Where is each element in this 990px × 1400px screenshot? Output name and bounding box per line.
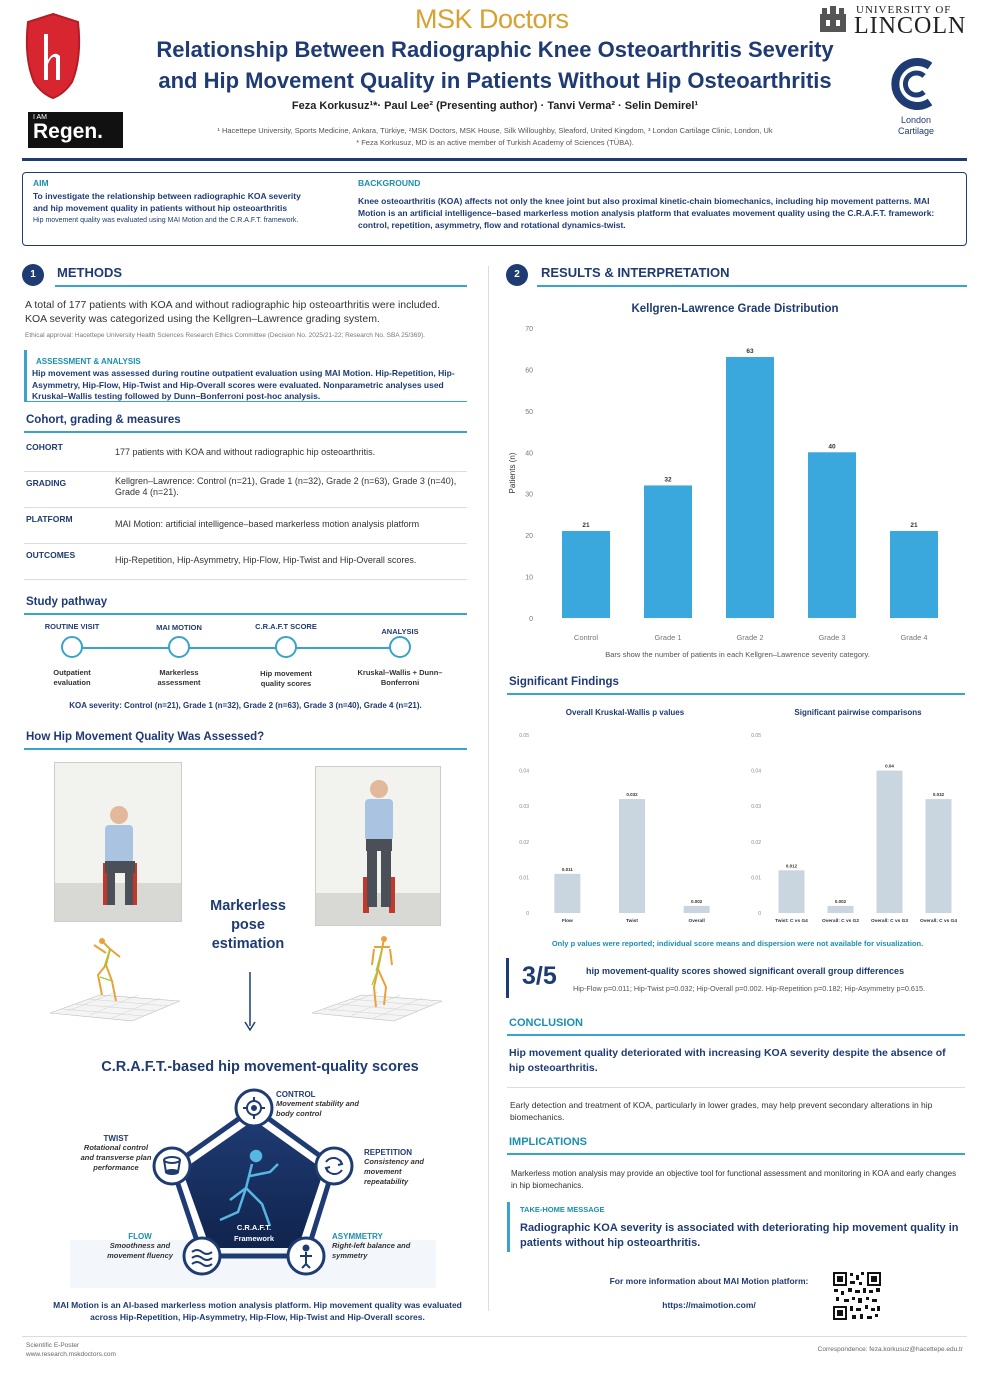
row-label: PLATFORM (26, 514, 73, 524)
how-heading: How Hip Movement Quality Was Assessed? (26, 731, 265, 743)
info-url[interactable]: https://maimotion.com/ (662, 1300, 756, 1310)
background-heading: BACKGROUND (358, 178, 421, 188)
y-tick-label: 0.02 (519, 839, 529, 846)
stat-bar (506, 958, 509, 998)
craft-center-line-1: C.R.A.F.T. (236, 1223, 272, 1232)
assessment-heading: ASSESSMENT & ANALYSIS (36, 357, 141, 366)
bar (890, 531, 938, 618)
y-tick-label: 20 (525, 533, 533, 541)
x-tick-label: Overall (688, 919, 705, 924)
methods-intro: A total of 177 patients with KOA and without radiographic hip osteoarthritis were included. KOA severity was categorized using the Kellgren–Lawrence grading system. (25, 299, 440, 325)
x-tick-label: Twist (626, 919, 638, 924)
conclusion-sub: Early detection and treatment of KOA, particularly in lower grades, may help prevent secondary alterations in hip biomechanics. (510, 1100, 933, 1122)
craft-item-title: TWIST (103, 1134, 129, 1143)
craft-item-title: CONTROL (276, 1090, 316, 1099)
footer-left-2: www.research.mskdoctors.com (26, 1351, 116, 1358)
y-tick-label: 40 (525, 450, 533, 458)
severity-line: KOA severity: Control (n=21), Grade 1 (n=32), Grade 2 (n=63), Grade 3 (n=40), Grade 4 (n=21). (69, 701, 422, 710)
footer-divider (22, 1336, 967, 1337)
row-label: GRADING (26, 478, 67, 488)
footnote: * Feza Korkusuz, MD is an active member of Turkish Academy of Sciences (TÜBA). (356, 138, 634, 147)
sig-rule (507, 693, 965, 695)
footer-right: Correspondence: feza.korkusuz@hacettepe.edu.tr (817, 1346, 963, 1353)
big-stat: 3/5 (522, 962, 557, 990)
x-tick-label: Twist: C vs G4 (775, 919, 808, 924)
implications-text: Markerless motion analysis may provide an objective tool for functional assessment and monitoring in KOA and early changes in hip biomechanics. (511, 1169, 957, 1190)
data-label: 0.04 (885, 763, 894, 769)
pathway-step-top: C.R.A.F.T SCORE (255, 622, 317, 631)
data-label: 0.012 (785, 863, 798, 869)
pathway-step-top: ANALYSIS (381, 627, 419, 636)
how-rule (24, 748, 467, 750)
y-tick-label: 0.04 (519, 768, 529, 775)
craft-control (276, 1090, 366, 1119)
x-tick-label: Grade 2 (736, 633, 764, 642)
info-text: For more information about MAI Motion platform: (609, 1276, 809, 1286)
pathway-step (352, 618, 448, 688)
kl-chart-caption: Bars show the number of patients in each Kellgren–Lawrence severity category. (605, 650, 870, 659)
row-label: OUTCOMES (26, 550, 76, 560)
university-top: UNIVERSITY OF (856, 4, 952, 16)
london-cartilage-logo (885, 58, 947, 136)
x-tick-label: Control (573, 633, 599, 642)
row-text: Hip-Repetition, Hip-Asymmetry, Hip-Flow, Hip-Twist and Hip-Overall scores. (115, 555, 417, 565)
university-bottom: LINCOLN (854, 13, 967, 39)
pathway-dot (389, 636, 411, 658)
ethics-note: Ethical approval: Hacettepe University Health Sciences Research Ethics Committee (Decision No. 2025/21-22; Research No. SBA 25/369). (25, 332, 425, 339)
pathway-step (24, 618, 120, 688)
kl-chart-title: Kellgren-Lawrence Grade Distribution (631, 303, 839, 315)
footer-left-1: Scientific E-Poster (26, 1342, 80, 1349)
data-label: 63 (746, 348, 754, 355)
row-text: 177 patients with KOA and without radiographic hip osteoarthritis. (115, 447, 376, 457)
y-tick-label: 0.05 (519, 733, 529, 739)
bar (877, 771, 903, 913)
pval-chart (505, 725, 735, 930)
study-pathway (24, 618, 467, 713)
craft-twist (78, 1134, 154, 1173)
y-tick-label: 0.03 (519, 804, 529, 811)
craft-item-desc: Consistency and movement repeatability (364, 1157, 425, 1186)
poster-title (100, 34, 890, 96)
title-line-1: Relationship Between Radiographic Knee Osteoarthritis Severity (156, 37, 834, 62)
data-label: 21 (582, 522, 590, 529)
kl-chart-svg (505, 320, 965, 650)
crest-icon (818, 6, 848, 34)
regen-logo (28, 112, 123, 148)
bar (562, 531, 610, 618)
pathway-heading: Study pathway (26, 596, 108, 608)
craft-asymmetry (332, 1232, 422, 1261)
pathway-step-top: MAI MOTION (156, 623, 202, 632)
methods-heading: METHODS (57, 265, 122, 280)
data-label: 0.002 (834, 898, 847, 904)
methods-number-badge: 1 (22, 264, 44, 286)
y-tick-label: 0.04 (751, 768, 761, 775)
bar (808, 452, 856, 618)
y-tick-label: 0 (529, 616, 533, 623)
craft-heading: C.R.A.F.T.-based hip movement-quality scores (101, 1059, 419, 1075)
affiliations: ¹ Hacettepe University, Sports Medicine, Ankara, Türkiye, ²MSK Doctors, MSK House, Silk Willoughby, Sleaford, United Kingdom, ³ London Cartilage Clinic, London, Uk (217, 126, 773, 135)
results-rule (537, 285, 967, 287)
craft-item-desc: Movement stability and body control (276, 1099, 359, 1118)
pair-chart-svg (737, 725, 969, 930)
assessment-text: Hip movement was assessed during routine outpatient evaluation using MAI Motion. Hip-Repetition, Hip-Asymmetry, Hip-Flow, Hip-Twist and Hip-Overall scores were evaluated. Nonparametric analyses used Kruskal–Wallis testing followed by Dunn–Bonferroni post-hoc analysis. (32, 368, 455, 401)
craft-item-title: REPETITION (364, 1148, 413, 1157)
y-tick-label: 0.03 (751, 804, 761, 811)
sig-heading: Significant Findings (509, 676, 619, 688)
x-tick-label: Grade 1 (654, 633, 682, 642)
craft-item-title: ASYMMETRY (332, 1232, 383, 1241)
standing-patient-photo (315, 766, 441, 926)
x-tick-label: Overall: C vs G4 (919, 919, 958, 924)
bar (926, 799, 952, 913)
craft-item-desc: Rotational control and transverse plan performance (80, 1143, 152, 1172)
bar (726, 357, 774, 618)
pathway-step (131, 618, 227, 688)
bar (684, 906, 710, 913)
craft-caption: MAI Motion is an AI-based markerless motion analysis platform. Hip movement quality was evaluated across Hip-Repetition, Hip-Asymmetry, Hip-Flow, Hip-Twist and Hip-Overall scores. (53, 1300, 462, 1322)
y-tick-label: 60 (525, 367, 533, 375)
conclusion-main: Hip movement quality deteriorated with increasing KOA severity despite the absence of hip osteoarthritis. (509, 1047, 946, 1074)
kl-chart (505, 320, 965, 650)
x-tick-label: Grade 3 (818, 633, 846, 642)
conclusion-rule (507, 1034, 965, 1036)
pathway-step-top: ROUTINE VISIT (44, 622, 100, 631)
cohort-rule (24, 431, 467, 433)
stat-text: hip movement-quality scores showed significant overall group differences (586, 966, 905, 976)
pair-chart-title: Significant pairwise comparisons (794, 708, 922, 717)
title-line-2: and Hip Movement Quality in Patients Without Hip Osteoarthritis (158, 68, 832, 93)
seated-patient-photo (54, 762, 182, 922)
sig-note: Only p values were reported; individual score means and dispersion were not available for visualization. (551, 939, 924, 948)
y-tick-label: 0 (526, 911, 529, 917)
pathway-step-bottom: Kruskal–Wallis + Dunn–Bonferroni (357, 668, 443, 687)
y-tick-label: 0 (758, 911, 761, 917)
table-row (24, 544, 467, 580)
y-tick-label: 0.02 (751, 839, 761, 846)
pathway-dot (61, 636, 83, 658)
results-number-badge: 2 (506, 264, 528, 286)
pathway-dot (168, 636, 190, 658)
pose-skeleton-seated (40, 935, 190, 1025)
cohort-heading: Cohort, grading & measures (26, 414, 181, 426)
bar (644, 485, 692, 618)
aim-section (33, 178, 313, 225)
craft-diagram (70, 1080, 436, 1288)
x-tick-label: Flow (561, 919, 573, 924)
data-label: 0.011 (561, 866, 573, 872)
x-tick-label: Overall: C vs G2 (821, 919, 860, 924)
pathway-step-bottom: Markerless assessment (157, 668, 201, 687)
down-arrow-icon (243, 972, 257, 1032)
row-text: Kellgren–Lawrence: Control (n=21), Grade 1 (n=32), Grade 2 (n=63), Grade 3 (n=40), Grade 4 (n=21). (115, 476, 457, 497)
y-axis-label: Patients (n) (508, 452, 517, 494)
pose-label: Markerless pose estimation (210, 898, 286, 952)
data-label: 40 (828, 443, 836, 451)
row-label: COHORT (26, 442, 63, 452)
pair-chart (737, 725, 969, 930)
bar (619, 799, 645, 913)
pose-skeleton-standing (302, 935, 452, 1025)
pathway-rule (24, 613, 467, 615)
implications-rule (507, 1153, 965, 1155)
conclusion-divider (507, 1087, 965, 1088)
y-tick-label: 70 (525, 326, 533, 333)
x-tick-label: Overall: C vs G3 (870, 919, 909, 924)
pval-chart-title: Overall Kruskal-Wallis p values (565, 708, 685, 717)
data-label: 0.002 (691, 898, 703, 904)
data-label: 0.032 (626, 792, 638, 798)
results-heading: RESULTS & INTERPRETATION (541, 265, 730, 280)
pathway-dot (275, 636, 297, 658)
craft-center-line-2: Framework (233, 1234, 275, 1243)
craft-repetition (364, 1148, 436, 1187)
y-tick-label: 0.05 (751, 733, 761, 739)
craft-flow (100, 1232, 180, 1261)
hacettepe-logo (22, 12, 84, 100)
takehome-text: Radiographic KOA severity is associated with deteriorating hip movement quality in patients without hip osteoarthritis. (520, 1222, 959, 1249)
msk-doctors-text: MSK Doctors (415, 4, 569, 34)
table-row (24, 508, 467, 544)
x-tick-label: Grade 4 (900, 633, 928, 642)
y-tick-label: 0.01 (751, 875, 761, 882)
aim-note: Hip movement quality was evaluated using MAI Motion and the C.R.A.F.T. framework. (33, 217, 299, 224)
craft-item-desc: Right-left balance and symmetry (332, 1241, 411, 1260)
conclusion-heading: CONCLUSION (509, 1017, 583, 1029)
methods-rule (55, 285, 467, 287)
background-text: Knee osteoarthritis (KOA) affects not only the knee joint but also proximal kinetic-chain biomechanics, including hip movement patterns. MAI Motion is an artificial intelligence–based markerless motion analysis platform that evaluates movement quality using the C.R.A.F.T. framework: control, repetition, asymmetry, flow and rotational dynamics-twist. (358, 196, 935, 230)
pathway-step-bottom: Hip movement quality scores (260, 669, 312, 688)
craft-item-title: FLOW (128, 1232, 152, 1241)
implications-heading: IMPLICATIONS (509, 1136, 588, 1148)
london-cartilage-text: London Cartilage (897, 115, 935, 136)
pathway-step-bottom: Outpatient evaluation (53, 668, 91, 687)
takehome-heading: TAKE-HOME MESSAGE (520, 1205, 605, 1214)
background-section (358, 178, 958, 231)
craft-item-desc: Smoothness and movement fluency (107, 1241, 173, 1260)
aim-text: To investigate the relationship between radiographic KOA severity and hip movement quality in patients without hip osteoarthritis (33, 191, 301, 213)
data-label: 21 (910, 522, 918, 529)
data-label: 32 (664, 476, 672, 484)
table-row (24, 472, 467, 508)
pathway-line (72, 647, 397, 649)
header-divider (22, 158, 967, 161)
table-row (24, 436, 467, 472)
authors: Feza Korkusuz¹*· Paul Lee² (Presenting author) · Tanvi Verma² · Selin Demirel¹ (291, 100, 699, 112)
y-tick-label: 30 (525, 491, 533, 499)
column-divider (488, 266, 489, 1311)
regen-text: Regen. (33, 120, 104, 143)
data-label: 0.032 (932, 792, 945, 798)
qr-code-icon[interactable] (832, 1271, 882, 1321)
y-tick-label: 0.01 (519, 875, 529, 882)
regen-top: I AM (33, 114, 48, 121)
stat-detail: Hip-Flow p=0.011; Hip-Twist p=0.032; Hip-Overall p=0.002. Hip-Repetition p=0.182; Hip-Asymmetry p=0.615. (573, 984, 926, 993)
takehome-bar (507, 1202, 510, 1252)
london-cartilage-icon (890, 58, 942, 110)
y-tick-label: 50 (525, 408, 533, 416)
pathway-step (238, 618, 334, 689)
bar (828, 906, 854, 913)
pval-chart-svg (505, 725, 735, 930)
bar (554, 874, 580, 913)
row-text: MAI Motion: artificial intelligence–based markerless motion analysis platform (115, 519, 420, 529)
msk-doctors-logo (415, 4, 585, 38)
y-tick-label: 10 (525, 574, 533, 582)
bar (779, 870, 805, 913)
aim-heading: AIM (33, 178, 49, 188)
